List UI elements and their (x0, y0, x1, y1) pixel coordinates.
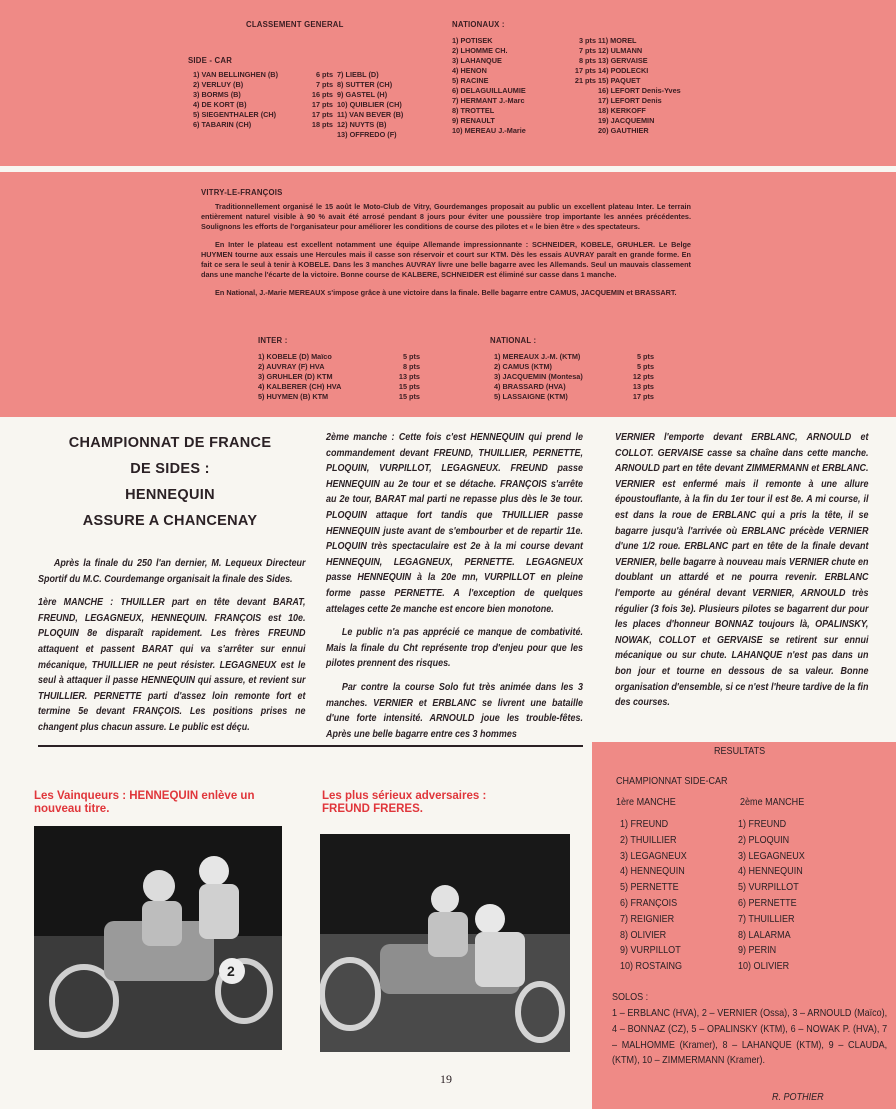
list-item: 10) OLIVIER (738, 960, 790, 973)
list-item: 14) PODLECKI (598, 66, 649, 75)
entry-points: 12 pts (632, 372, 654, 381)
results-subtitle: CHAMPIONNAT SIDE-CAR (616, 775, 728, 787)
list-item: 8) LALARMA (738, 928, 791, 941)
list-item: 3) LEGAGNEUX (738, 849, 805, 862)
vitry-paragraph-3: En National, J.-Marie MEREAUX s'impose grâce à une victoire dans la finale. Belle bagarre entre CAMUS, JACQUEMIN et BRASSART. (215, 288, 677, 297)
article-column-1: Après la finale du 250 l'an dernier, M. Lequeux Directeur Sportif du M.C. Courdemange organisait la finale des Sides. 1ère MANCHE : THUILLER part en tête devant BARAT, FREUND, LEGAGNEUX, HENNEQUIN. FRANÇOIS est 10e. PLOQUIN 8e disparaît rapidement. Les frères FREUND attaquent et passent BARAT qui va s'arrêter sur ennui mécanique, THUILLIER ne peut résister. LEGAGNEUX est le seul à attaquer il passe HENNEQUIN qui assure, et revient sur THUILLIER. PERNETTE parti d'assez loin remonte fort et termine 5e devant FRANÇOIS. Les positions prises ne changent plus chacun assure. Le public est déçu. (38, 558, 306, 733)
list-item: 11) VAN BEVER (B) (337, 110, 404, 119)
article-title: CHAMPIONNAT DE FRANCE DE SIDES : HENNEQUIN ASSURE A CHANCENAY (68, 435, 272, 529)
entry-name: 1) MEREAUX J.-M. (KTM) (494, 352, 581, 361)
national-results-list (494, 352, 654, 402)
list-item: 5) PERNETTE (620, 881, 679, 894)
entry-name: 7) HERMANT J.-Marc (452, 96, 525, 105)
entry-name: 2) LHOMME CH. (452, 46, 508, 55)
entry-name: 10) MEREAU J.-Marie (452, 126, 526, 135)
entry-points: 8 pts (402, 362, 420, 371)
list-item (452, 126, 596, 136)
entry-name: 3) GRUHLER (D) KTM (258, 372, 333, 381)
entry-name: 4) HENON (452, 66, 487, 75)
list-item: 7) THUILLIER (738, 912, 795, 925)
list-item (258, 382, 420, 392)
list-item (258, 352, 420, 362)
entry-name: 9) RENAULT (452, 116, 495, 125)
entry-name: 2) AUVRAY (F) HVA (258, 362, 325, 371)
list-item (452, 76, 596, 86)
nationaux-label: NATIONAUX : (452, 20, 505, 29)
entry-points: 21 pts (574, 76, 596, 85)
photo-freund-sidecar (320, 834, 570, 1052)
nationaux-left-list (452, 36, 596, 136)
list-item: 9) PERIN (738, 944, 777, 957)
list-item (258, 392, 420, 402)
caption-winners: Les Vainqueurs : HENNEQUIN enlève un nouveau titre. (34, 790, 255, 815)
entry-name: 1) VAN BELLINGHEN (B) (193, 70, 278, 79)
list-item (494, 362, 654, 372)
list-item (494, 392, 654, 402)
list-item (452, 56, 596, 66)
svg-text:2: 2 (227, 963, 235, 979)
list-item: 9) GASTEL (H) (337, 90, 388, 99)
results-box (592, 742, 896, 1109)
entry-name: 3) LAHANQUE (452, 56, 502, 65)
entry-points: 15 pts (398, 392, 420, 401)
list-item: 20) GAUTHIER (598, 126, 649, 135)
entry-name: 5) LASSAIGNE (KTM) (494, 392, 568, 401)
list-item: 10) ROSTAING (620, 960, 683, 973)
entry-points: 5 pts (636, 362, 654, 371)
entry-name: 4) KALBERER (CH) HVA (258, 382, 342, 391)
manche1-label: 1ère MANCHE (616, 796, 676, 808)
entry-points: 17 pts (311, 100, 333, 109)
list-item (452, 106, 596, 116)
list-item: 11) MOREL (598, 36, 637, 45)
list-item (452, 116, 596, 126)
entry-name: 2) CAMUS (KTM) (494, 362, 552, 371)
list-item: 8) OLIVIER (620, 928, 667, 941)
sidecar-label: SIDE - CAR (188, 56, 233, 65)
manche2-label: 2ème MANCHE (740, 796, 805, 808)
entry-points: 15 pts (398, 382, 420, 391)
entry-name: 1) POTISEK (452, 36, 493, 45)
vitry-paragraph-2: En Inter le plateau est excellent notamment une équipe Allemande impressionnante : SCHNEIDER, KOBELE, GRUHLER. Le Belge HUYMEN tourne aux essais une Hercules mais il casse son réservoir et court sur KTM. Dès les essais AUVRAY paraît en grande forme. En fait ce sera le seul à tenir à KOBELE. Dans les 3 manches AUVRAY livre une belle bagarre avec les Allemands. Seul un mauvais classement dans une manche l'écarte de la victoire. Bonne course de KALBERE, SCHNEIDER est éliminé sur casse dans 1 manche. (201, 240, 691, 279)
list-item: 18) KERKOFF (598, 106, 646, 115)
entry-points: 17 pts (311, 110, 333, 119)
list-item: 16) LEFORT Denis-Yves (598, 86, 681, 95)
entry-name: 3) BORMS (B) (193, 90, 241, 99)
entry-name: 6) TABARIN (CH) (193, 120, 252, 129)
entry-points: 5 pts (402, 352, 420, 361)
entry-name: 2) VERLUY (B) (193, 80, 244, 89)
entry-points: 3 pts (578, 36, 596, 45)
list-item: 1) FREUND (620, 818, 669, 830)
entry-points: 13 pts (398, 372, 420, 381)
entry-points: 18 pts (311, 120, 333, 129)
entry-name: 3) JACQUEMIN (Montesa) (494, 372, 583, 381)
list-item (452, 86, 596, 96)
list-item: 3) LEGAGNEUX (620, 849, 687, 862)
entry-name: 4) BRASSARD (HVA) (494, 382, 566, 391)
entry-points: 16 pts (311, 90, 333, 99)
vitry-band (0, 172, 896, 417)
vitry-paragraph-1: Traditionnellement organisé le 15 août le Moto-Club de Vitry, Gourdemanges proposait au public un excellent plateau Inter. Le terrain entièrement naturel visible à 90 % avait été arrosé pendant 8 jours pour éviter une poussière trop importante les années précédentes. Soulignons les efforts de l'organisateur pour améliorer les conditions de course des pilotes et « le bien être » des spectateurs. (201, 202, 691, 231)
list-item (258, 362, 420, 372)
list-item (193, 70, 333, 80)
photo-hennequin-sidecar (34, 826, 282, 1050)
list-item: 8) SUTTER (CH) (337, 80, 393, 89)
manche2-list (738, 817, 805, 975)
article-column-3: VERNIER l'emporte devant ERBLANC, ARNOULD et COLLOT. GERVAISE casse sa chaîne dans cette manche. ARNOULD part en tête devant ZIMMERMANN et ERBLANC. VERNIER est enfermé mais il remonte à une allure époustouflante, à la fin du 1er tour il est 8e. A mi course, il est dans la roue de ERBLANC qui a pris la tête, il se bagarre jusqu'à l'arrivée où ERBLANC précède VERNIER d'une 1/2 roue. ERBLANC part en tête de la finale devant VERNIER, belle bagarre à nouveau mais VERNIER chute en doublant un attardé et ne pourra revenir. ERBLANC l'emporte au général devant VERNIER, ARNOULD très régulier (3 fois 3e). Plusieurs pilotes se bagarrent dur pour les places d'honneur BONNAZ toujours là, OPALINSKY, NOWAK, COLLOT et GERVAISE se retirent sur ennui mécanique ou sur chute. LAHANQUE n'est pas dans un bon jour et tourne en dessous de sa valeur. Bonne organisation d'ensemble, si ce n'est l'heure tardive de la fin des courses. (615, 432, 869, 709)
divider (38, 745, 583, 747)
list-item: 10) QUIBLIER (CH) (337, 100, 402, 109)
list-item (494, 372, 654, 382)
list-item (452, 66, 596, 76)
entry-points: 7 pts (315, 80, 333, 89)
vitry-title: VITRY-LE-FRANÇOIS (201, 188, 283, 197)
list-item (193, 90, 333, 100)
list-item: 19) JACQUEMIN (598, 116, 655, 125)
entry-points: 6 pts (315, 70, 333, 79)
entry-points: 13 pts (632, 382, 654, 391)
entry-points: 7 pts (578, 46, 596, 55)
list-item: 17) LEFORT Denis (598, 96, 662, 105)
entry-name: 5) RACINE (452, 76, 489, 85)
results-author: R. POTHIER (772, 1091, 824, 1103)
entry-points: 8 pts (578, 56, 596, 65)
solos-label: SOLOS : (612, 991, 649, 1003)
solos-results: 1 – ERBLANC (HVA), 2 – VERNIER (Ossa), 3 – ARNOULD (Maïco), 4 – BONNAZ (CZ), 5 – OPALINSKY (KTM), 6 – NOWAK P. (HVA), 7 – MALHOMME (Kramer), 8 – LAHANQUE (KTM), 9 – CLAUDA, (KTM), 10 – ZIMMERMANN (Kramer). (612, 1007, 888, 1067)
list-item: 6) FRANÇOIS (620, 896, 678, 909)
entry-points: 5 pts (636, 352, 654, 361)
manche1-list (620, 817, 687, 975)
entry-name: 5) SIEGENTHALER (CH) (193, 110, 277, 119)
sidecar-left-list (193, 70, 333, 130)
list-item (452, 46, 596, 56)
entry-name: 4) DE KORT (B) (193, 100, 247, 109)
results-title: RESULTATS (714, 745, 766, 757)
list-item (193, 110, 333, 120)
entry-points: 17 pts (574, 66, 596, 75)
entry-name: 5) HUYMEN (B) KTM (258, 392, 329, 401)
list-item: 4) HENNEQUIN (620, 865, 685, 878)
list-item (193, 80, 333, 90)
list-item: 2) THUILLIER (620, 833, 677, 846)
list-item: 7) REIGNIER (620, 912, 675, 925)
list-item: 2) PLOQUIN (738, 833, 790, 846)
caption-rivals: Les plus sérieux adversaires : FREUND FRERES. (322, 790, 487, 815)
national-label: NATIONAL : (490, 336, 537, 345)
classement-general-band (0, 0, 896, 166)
page-number: 19 (440, 1072, 452, 1086)
entry-name: 6) DELAGUILLAUMIE (452, 86, 526, 95)
sidecar-right-list (337, 70, 447, 140)
list-item: 12) NUYTS (B) (337, 120, 387, 129)
list-item: 15) PAQUET (598, 76, 641, 85)
list-item: 9) VURPILLOT (620, 944, 681, 957)
list-item (494, 352, 654, 362)
list-item: 13) OFFREDO (F) (337, 130, 397, 139)
entry-name: 8) TROTTEL (452, 106, 495, 115)
list-item: 7) LIEBL (D) (337, 70, 379, 79)
inter-label: INTER : (258, 336, 288, 345)
article-column-2: 2ème manche : Cette fois c'est HENNEQUIN qui prend le commandement devant FREUND, THUILLIER, PERNETTE, PLOQUIN, VURPILLOT, LEGAGNEUX. FREUND passe HENNEQUIN au 2e tour et se détache. FRANÇOIS s'arrête au 2e tour, BARAT mal parti ne repasse plus dès le 3e tour. PLOQUIN attaque fort tandis que THUILLIER passe HENNEQUIN juste avant de s'embourber et de repartir 11e. PLOQUIN très spectaculaire est 2e à la mi course devant HENNEQUIN, LEGAGNEUX, PERNETTE. LEGAGNEUX passe HENNEQUIN à la 20e mn, VURPILLOT en pleine forme passe PERNETTE. A l'exception de quelques attelages cette 2e manche est encore bien monotone. Le public n'a pas apprécié ce manque de combativité. Mais la finale du Cht représente trop d'enjeu pour que les pilotes prennent des risques. Par contre la course Solo fut très animée dans les 3 manches. VERNIER et ERBLANC se livrent une bataille d'une forte intensité. ARNOULD joue les trouble-fêtes. Après une belle bagarre entre ces 3 hommes (326, 432, 583, 740)
list-item: 12) ULMANN (598, 46, 643, 55)
list-item (193, 120, 333, 130)
entry-name: 1) KOBELE (D) Maïco (258, 352, 332, 361)
list-item: 5) VURPILLOT (738, 881, 799, 894)
list-item: 1) FREUND (738, 818, 787, 830)
list-item (452, 36, 596, 46)
inter-results-list (258, 352, 420, 402)
list-item: 6) PERNETTE (738, 896, 797, 909)
list-item: 13) GERVAISE (598, 56, 648, 65)
list-item (258, 372, 420, 382)
list-item (452, 96, 596, 106)
entry-points: 17 pts (632, 392, 654, 401)
list-item (494, 382, 654, 392)
classement-title: CLASSEMENT GENERAL (246, 20, 344, 29)
list-item: 4) HENNEQUIN (738, 865, 803, 878)
list-item (193, 100, 333, 110)
nationaux-right-list (598, 36, 718, 136)
